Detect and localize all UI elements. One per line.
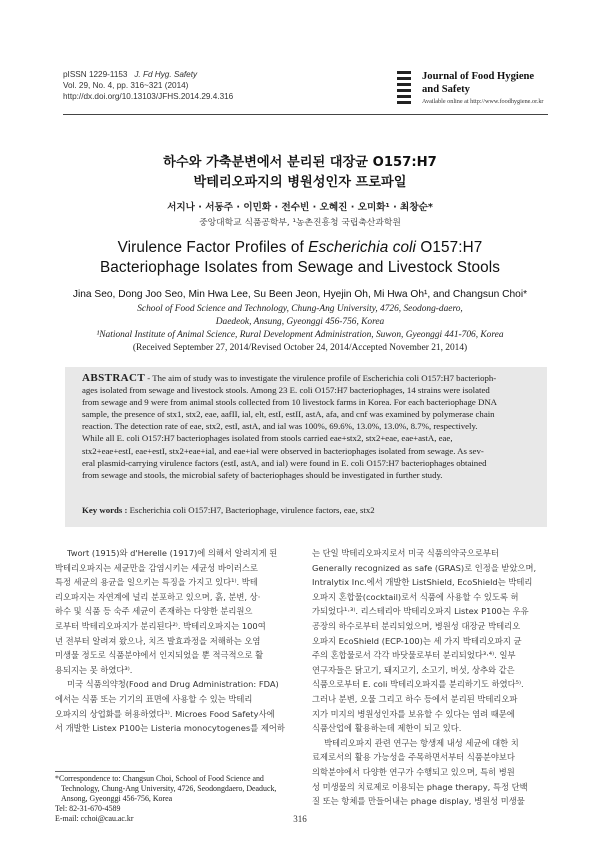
affiliation-ko: 중앙대학교 식품공학부, ¹농촌진흥청 국립축산과학원 [199, 218, 401, 228]
page-number: 316 [293, 814, 307, 824]
body-line: 서 개발한 Listex P100는 Listeria monocytogenes를 제어하 [55, 723, 285, 734]
body-line: 성 미생물의 치료제로 이용되는 phage therapy, 특정 단백 [312, 781, 528, 792]
body-line: 식품산업에 활용하는데 제한이 되고 있다. [312, 723, 462, 734]
body-line: Twort (1915)와 d'Herelle (1917)에 의해서 알려지게 된 [67, 548, 278, 558]
body-line: 오파지의 상업화를 허용하였다¹⁾. Microes Food Safety사에 [55, 708, 275, 719]
title-ko-line1: 하수와 가축분변에서 분리된 대장균 O157:H7 [163, 155, 437, 170]
title-en-line1: Virulence Factor Profiles of Escherichia coli O157:H7 [117, 239, 483, 256]
journal-name: Journal of Food Hygiene and Safety [422, 71, 535, 95]
body-line: 리오파지는 자연계에 널리 분포하고 있으며, 흙, 분변, 상· [55, 591, 261, 602]
body-line: 가되었다¹·³⁾. 리스테리아 박테리오파지 Listex P100는 우유 [312, 606, 529, 617]
body-line: Generally recognized as safe (GRAS)로 인정을 받았으며, [312, 562, 537, 573]
abstract-label: ABSTRACT [82, 372, 146, 384]
received-dates: (Received September 27, 2014/Revised October 24, 2014/Accepted November 21, 2014) [132, 343, 468, 353]
body-right-column [312, 546, 555, 809]
body-line: 의학분야에서 다양한 연구가 수행되고 있으며, 특히 병원 [312, 766, 515, 777]
body-line: 료제로서의 활용 가능성을 주목하면서부터 식품분야보다 [312, 752, 515, 763]
journal-logo-block [397, 70, 547, 114]
affiliation-en-line1: School of Food Science and Technology, Chung-Ang University, 4726, Seodong-daero, [137, 304, 463, 314]
body-line: 오파지 혼합물(cocktail)로서 식품에 사용할 수 있도록 허 [312, 591, 519, 602]
body-line: 에서는 식품 또는 기기의 표면에 사용할 수 있는 박테리 [55, 693, 253, 704]
volume-line: Vol. 29, No. 4, pp. 316~321 (2014) [63, 81, 189, 90]
title-en-line2: Bacteriophage Isolates from Sewage and Livestock Stools [99, 259, 501, 276]
title-ko-line2: 박테리오파지의 병원성인자 프로파일 [193, 175, 407, 190]
issn: pISSN 1229-1153 [63, 70, 128, 79]
journal-citation-block [63, 69, 233, 102]
affiliation-en-line3: ¹National Institute of Animal Science, Rural Development Administration, Suwon, Gyeonggi 441-706, Korea [96, 330, 504, 340]
body-line: 하수 및 식품 등 숙주 세균이 존재하는 다양한 분리원으 [55, 606, 253, 617]
body-line: 그러나 분변, 오물 그리고 하수 등에서 분리된 박테리오파 [312, 693, 518, 704]
journal-url[interactable]: Available online at http://www.foodhygiene.or.kr [422, 98, 544, 105]
body-line: 질 또는 항체를 만들어내는 phage display, 병원성 미생물 [312, 796, 525, 807]
body-line: 오파지 EcoShield (ECP-100)는 세 가지 박테리오파지 균 [312, 635, 522, 646]
abstract-text: ABSTRACT - The aim of study was to investigate the virulence profile of Escherichia coli O157:H7 bacterioph- ages isolated from sewage and livestock stools. Among 23 E. coli O157:H7 bacteriophages, 14 strains were isolated from sewage and 9 were from animal stools collected from 10 livestock farms in Korea. For each bacteriophage DNA sample, the presence of stx1, stx2, eae, aafII, ial, elt, estI, estII, astA, afa, and cnf was examined by polymerase chain reaction. The detection rate of eae, stx2, estI, astA, and ial was 100%, 69.6%, 13.0%, 13.0%, 8.7%, respectively. While all E. coli O157:H7 bacteriophages isolated from stools carried eae+stx2, stx2+eae, eae+astA, eae, stx2+eae+estI, eae+estI, stx2+eae+ial, and eae+ial were observed in bacteriophages isolated from sewage. As sev- eral plasmid-carrying virulence factors (estI, astA, and ial) were found in E. coli O157:H7 bacteriophages obtained from sewage and stools, the microbial safety of bacteriophages should be investigated in further study. [82, 372, 498, 480]
doi-link[interactable]: http://dx.doi.org/10.13103/JFHS.2014.29.4.316 [63, 92, 234, 101]
body-line: 식품으로부터 E. coli 박테리오파지를 분리하기도 하였다⁵⁾. [312, 679, 524, 690]
correspondence-email[interactable]: E-mail: cchoi@cau.ac.kr [55, 814, 134, 823]
journal-logo-icon [397, 71, 411, 105]
body-line: 미국 식품의약청(Food and Drug Administration: FDA) [67, 679, 279, 690]
authors-ko: 서지나 · 서동주 · 이민화 · 전수빈 · 오혜진 · 오미화¹ · 최창순* [167, 202, 433, 213]
body-line: 년 전부터 알려져 왔으나, 치즈 발효과정을 저해하는 오염 [55, 635, 261, 646]
keywords: Key words : Escherichia coli O157:H7, Bacteriophage, virulence factors, eae, stx2 [82, 505, 375, 515]
affiliation-en-line2: Daedeok, Ansung, Gyeonggi 456-756, Korea [215, 317, 385, 327]
body-line: 는 단일 박테리오파지로서 미국 식품의약국으로부터 [312, 548, 499, 558]
body-line: 박테리오파지는 세균만을 감염시키는 세균성 바이러스로 [55, 562, 258, 573]
body-line: 용되지는 못 하였다³⁾. [55, 664, 133, 675]
body-line: 연구자들은 닭고기, 돼지고기, 소고기, 버섯, 상추와 같은 [312, 664, 515, 675]
body-line: 공장의 하수로부터 분리되었으며, 병원성 대장균 박테리오 [312, 620, 521, 631]
header-divider [63, 114, 548, 115]
body-line: 미생물 정도로 식품분야에서 인지되었을 뿐 적극적으로 활 [55, 650, 264, 661]
authors-en: Jina Seo, Dong Joo Seo, Min Hwa Lee, Su Been Jeon, Hyejin Oh, Mi Hwa Oh¹, and Changsun Choi* [72, 289, 528, 300]
journal-abbrev: J. Fd Hyg. Safety [134, 70, 198, 79]
body-line: 지가 미지의 병원성인자를 보유할 수 있다는 염려 때문에 [312, 708, 515, 719]
correspondence-footnote: *Correspondence to: Changsun Choi, School of Food Science and Technology, Chung-Ang University, 4726, Seodongdaero, Deaduck, Ansong, Gyeonggi 456-756, Korea Tel: 82-31-670-4589 E-mail: cchoi@cau.ac.kr [55, 774, 305, 824]
body-left-column [55, 546, 298, 736]
body-line: 주의 혼합물로서 각각 바닷물로부터 분리되었다³·⁴⁾. 일부 [312, 650, 516, 661]
body-line: 로부터 박테리오파지가 분리된다²⁾. 박테리오파지는 100여 [55, 620, 266, 631]
body-line: 박테리오파지 관련 연구는 항생제 내성 세균에 대한 치 [324, 737, 519, 748]
body-line: 특정 세균의 용균을 일으키는 특징을 가지고 있다¹⁾. 박테 [55, 577, 258, 588]
footnote-divider [55, 771, 145, 772]
abstract-box [65, 367, 547, 527]
body-line: Intralytix Inc.에서 개발한 ListShield, EcoShield는 박테리 [312, 577, 533, 588]
